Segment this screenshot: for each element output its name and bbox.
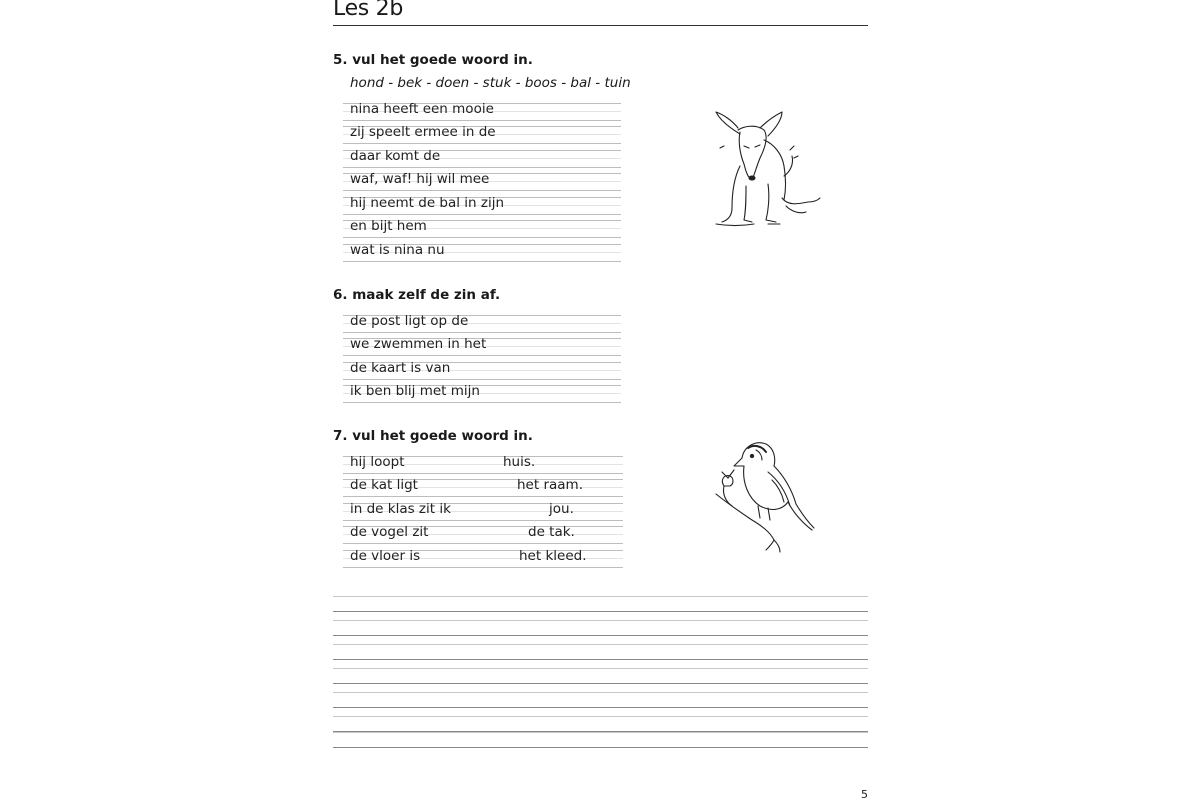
exercise-7-sentence-end: het kleed. bbox=[519, 548, 587, 564]
exercise-6-sentence: we zwemmen in het bbox=[350, 336, 487, 352]
page-title: Les 2b bbox=[333, 0, 404, 21]
exercise-7-sentence-start: in de klas zit ik bbox=[350, 501, 451, 517]
exercise-5-sentence: zij speelt ermee in de bbox=[350, 124, 496, 140]
exercise-7-sentence-end: huis. bbox=[503, 454, 536, 470]
exercise-7-sentence-end: het raam. bbox=[517, 477, 583, 493]
exercise-7-sentence-end: jou. bbox=[549, 501, 574, 517]
writing-line[interactable] bbox=[333, 620, 868, 636]
exercise-7-line[interactable] bbox=[343, 503, 623, 521]
dog-illustration bbox=[708, 106, 824, 230]
exercise-6-line[interactable] bbox=[343, 362, 621, 380]
writing-line[interactable] bbox=[333, 732, 868, 748]
page-number: 5 bbox=[861, 788, 868, 801]
exercise-5-line[interactable] bbox=[343, 150, 621, 168]
writing-line[interactable] bbox=[333, 668, 868, 684]
exercise-5-line[interactable] bbox=[343, 173, 621, 191]
exercise-7-sentence-end: de tak. bbox=[528, 524, 575, 540]
exercise-6-sentence: de post ligt op de bbox=[350, 313, 469, 329]
exercise-6-heading: 6. maak zelf de zin af. bbox=[333, 287, 501, 303]
exercise-5-line[interactable] bbox=[343, 220, 621, 238]
exercise-5-line[interactable] bbox=[343, 126, 621, 144]
exercise-6-line[interactable] bbox=[343, 338, 621, 356]
exercise-5-word-list: hond - bek - doen - stuk - boos - bal - tuin bbox=[350, 75, 631, 91]
exercise-6-line[interactable] bbox=[343, 315, 621, 333]
exercise-7-sentence-start: hij loopt bbox=[350, 454, 405, 470]
writing-line[interactable] bbox=[333, 716, 868, 732]
exercise-7-line[interactable] bbox=[343, 550, 623, 568]
exercise-6-sentence: de kaart is van bbox=[350, 360, 451, 376]
exercise-7-line[interactable] bbox=[343, 456, 623, 474]
exercise-5-line[interactable] bbox=[343, 244, 621, 262]
exercise-5-sentence: hij neemt de bal in zijn bbox=[350, 195, 505, 211]
writing-line[interactable] bbox=[333, 692, 868, 708]
exercise-7-line[interactable] bbox=[343, 526, 623, 544]
exercise-7-sentence-start: de vogel zit bbox=[350, 524, 429, 540]
exercise-7-sentence-start: de vloer is bbox=[350, 548, 421, 564]
exercise-6-line[interactable] bbox=[343, 385, 621, 403]
exercise-7-sentence-start: de kat ligt bbox=[350, 477, 418, 493]
exercise-5-sentence: nina heeft een mooie bbox=[350, 101, 494, 117]
exercise-5-sentence: waf, waf! hij wil mee bbox=[350, 171, 490, 187]
exercise-7-heading: 7. vul het goede woord in. bbox=[333, 428, 533, 444]
writing-line[interactable] bbox=[333, 596, 868, 612]
bird-illustration bbox=[712, 436, 820, 554]
exercise-5-sentence: en bijt hem bbox=[350, 218, 427, 234]
exercise-5-sentence: daar komt de bbox=[350, 148, 441, 164]
exercise-7-line[interactable] bbox=[343, 479, 623, 497]
exercise-5-heading: 5. vul het goede woord in. bbox=[333, 52, 533, 68]
exercise-5-sentence: wat is nina nu bbox=[350, 242, 445, 258]
exercise-5-line[interactable] bbox=[343, 197, 621, 215]
writing-line[interactable] bbox=[333, 644, 868, 660]
exercise-6-sentence: ik ben blij met mijn bbox=[350, 383, 480, 399]
title-rule bbox=[333, 25, 868, 26]
exercise-5-line[interactable] bbox=[343, 103, 621, 121]
